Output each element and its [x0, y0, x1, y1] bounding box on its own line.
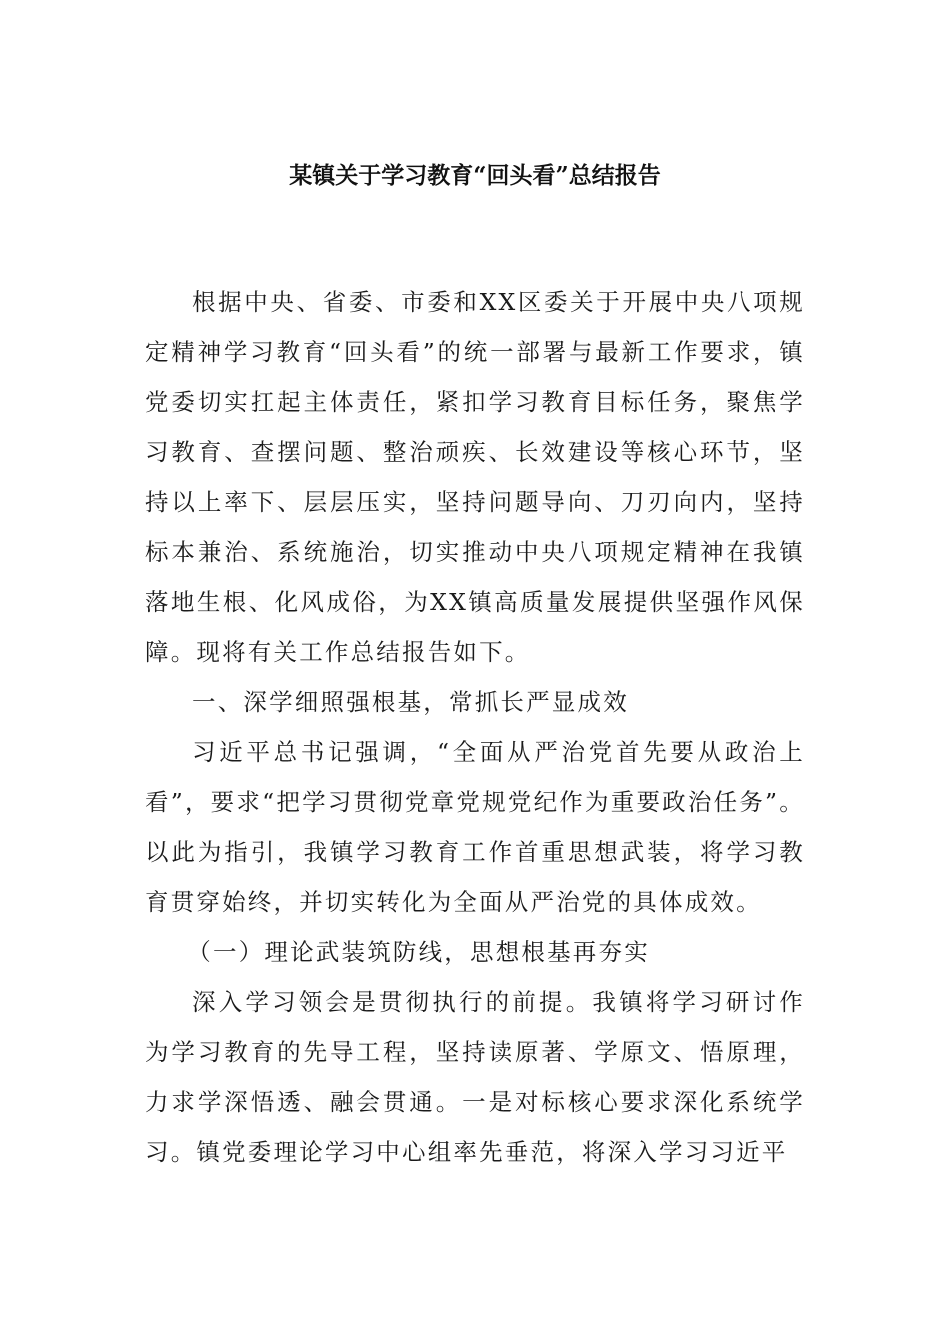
section-heading-1: 一、深学细照强根基，常抓长严显成效: [192, 688, 629, 716]
document-title: 某镇关于学习教育“回头看”总结报告: [289, 162, 661, 189]
document-body: [145, 277, 805, 1177]
section-1-paragraph: 习近平总书记强调，“全面从严治党首先要从政治上看”，要求“把学习贯彻党章党规党纪作为重要政治任务”。以此为指引，我镇学习教育工作首重思想武装，将学习教育贯穿始终，并切实转化为全面从严治党的具体成效。: [145, 738, 805, 916]
subsection-heading-1: （一）理论武装筑防线，思想根基再夯实: [187, 938, 650, 966]
intro-paragraph: 根据中央、省委、市委和XX区委关于开展中央八项规定精神学习教育“回头看”的统一部署与最新工作要求，镇党委切实扛起主体责任，紧扣学习教育目标任务，聚焦学习教育、查摆问题、整治顽疾、长效建设等核心环节，坚持以上率下、层层压实，坚持问题导向、刀刃向内，坚持标本兼治、系统施治，切实推动中央八项规定精神在我镇落地生根、化风成俗，为XX镇高质量发展提供坚强作风保障。现将有关工作总结报告如下。: [145, 288, 805, 666]
subsection-1-paragraph: 深入学习领会是贯彻执行的前提。我镇将学习研讨作为学习教育的先导工程，坚持读原著、学原文、悟原理，力求学深悟透、融会贯通。一是对标核心要求深化系统学习。镇党委理论学习中心组率先垂范，将深入学习习近平: [145, 988, 805, 1166]
